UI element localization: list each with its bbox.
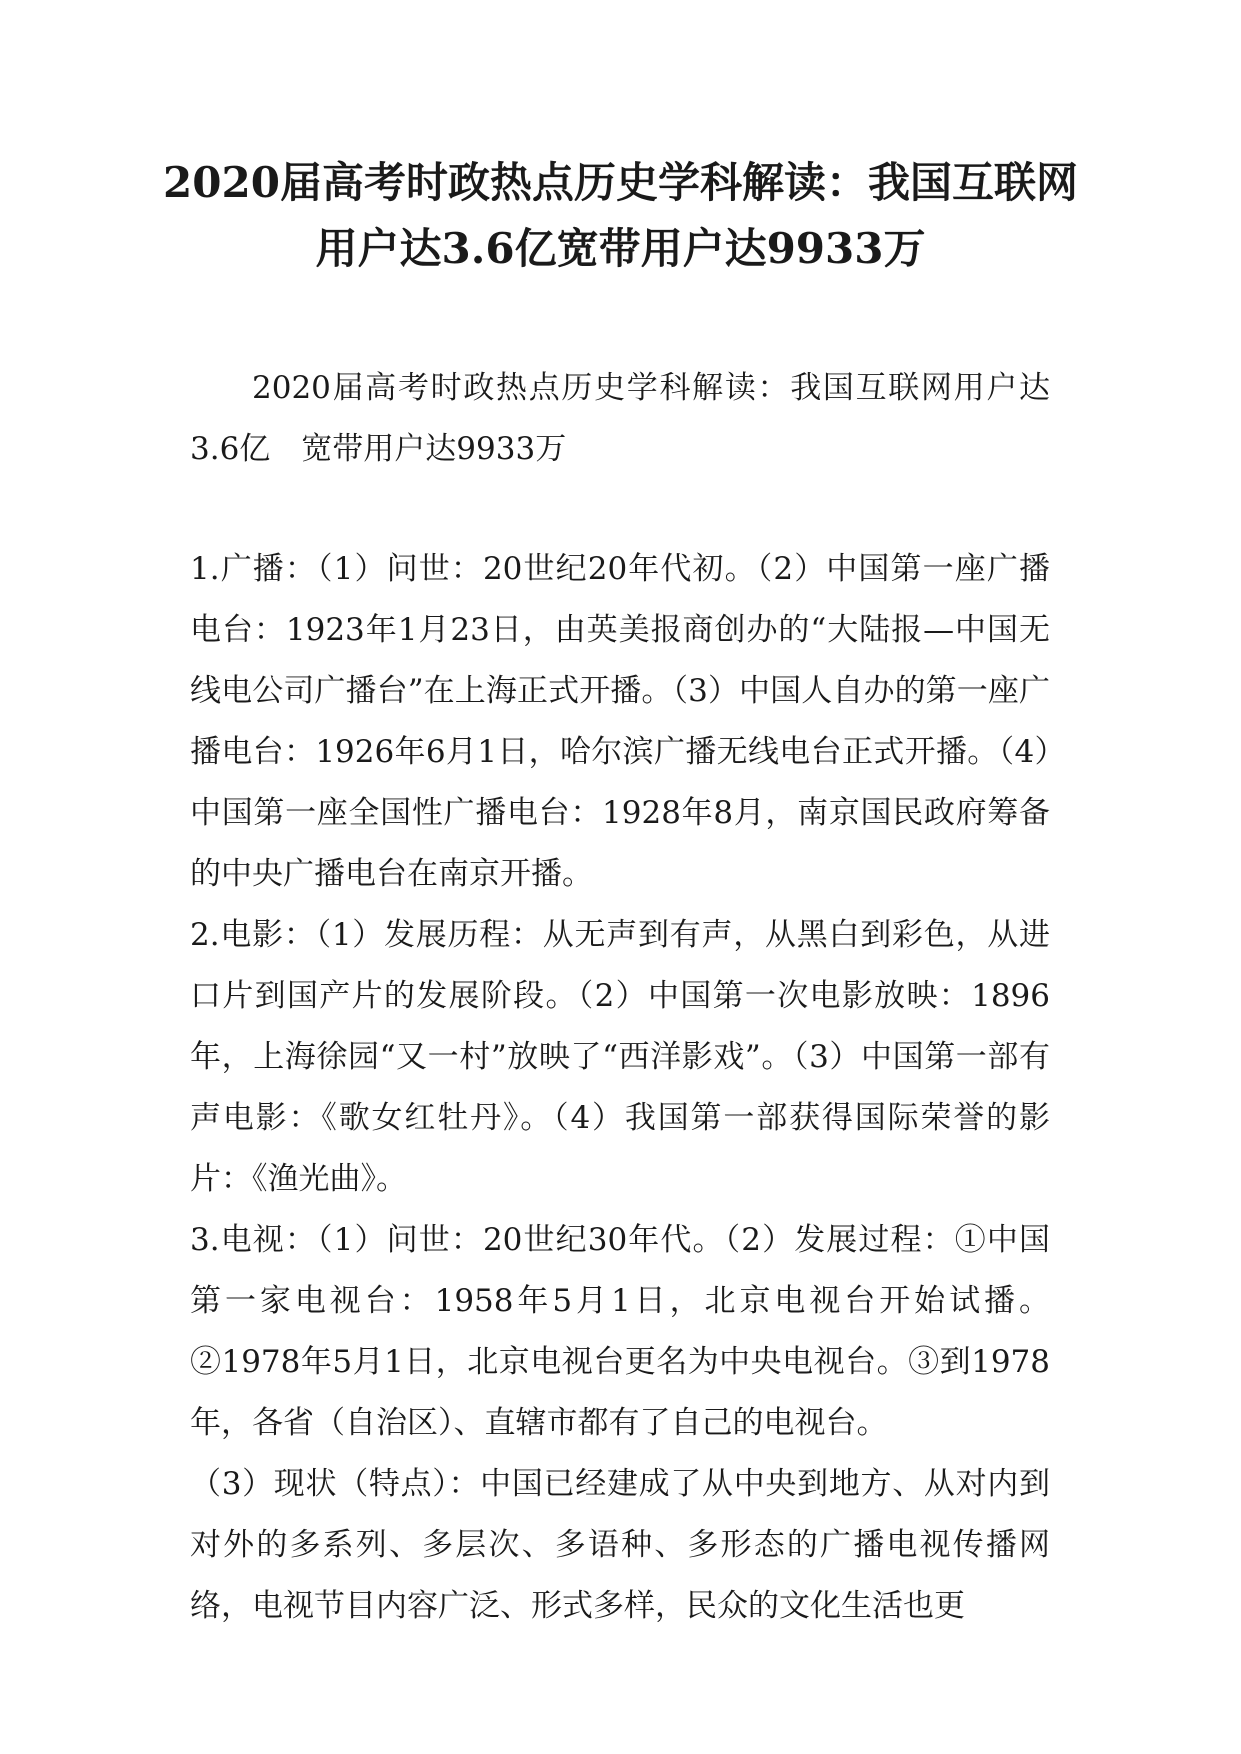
paragraph-television-status: （3）现状（特点）：中国已经建成了从中央到地方、从对内到对外的多系列、多层次、多语种、多形态的广播电视传播网络，电视节目内容广泛、形式多样，民众的文化生活也更 [190,1466,1050,1624]
document-title: 2020届高考时政热点历史学科解读：我国互联网用户达3.6亿宽带用户达9933万 [163,158,1078,273]
intro-paragraph: 2020届高考时政热点历史学科解读：我国互联网用户达3.6亿 宽带用户达9933万 [190,370,1050,467]
paragraph-broadcasting: 1.广播：（1）问世：20世纪20年代初。（2）中国第一座广播电台：1923年1月23日，由英美报商创办的“大陆报—中国无线电公司广播台”在上海正式开播。（3）中国人自办的第一座广播电台：1926年6月1日，哈尔滨广播无线电台正式开播。（4）中国第一座全国性广播电台：1928年8月，南京国民政府筹备的中央广播电台在南京开播。 [190,551,1050,892]
document-body [190,358,1050,1637]
paragraph-television: 3.电视：（1）问世：20世纪30年代。（2）发展过程：①中国第一家电视台：1958年5月1日，北京电视台开始试播。②1978年5月1日，北京电视台更名为中央电视台。③到1978年，各省（自治区）、直辖市都有了自己的电视台。 [190,1222,1050,1441]
paragraph-film: 2.电影：（1）发展历程：从无声到有声，从黑白到彩色，从进口片到国产片的发展阶段。（2）中国第一次电影放映：1896年，上海徐园“又一村”放映了“西洋影戏”。（3）中国第一部有声电影：《歌女红牡丹》。（4）我国第一部获得国际荣誉的影片：《渔光曲》。 [190,917,1050,1197]
